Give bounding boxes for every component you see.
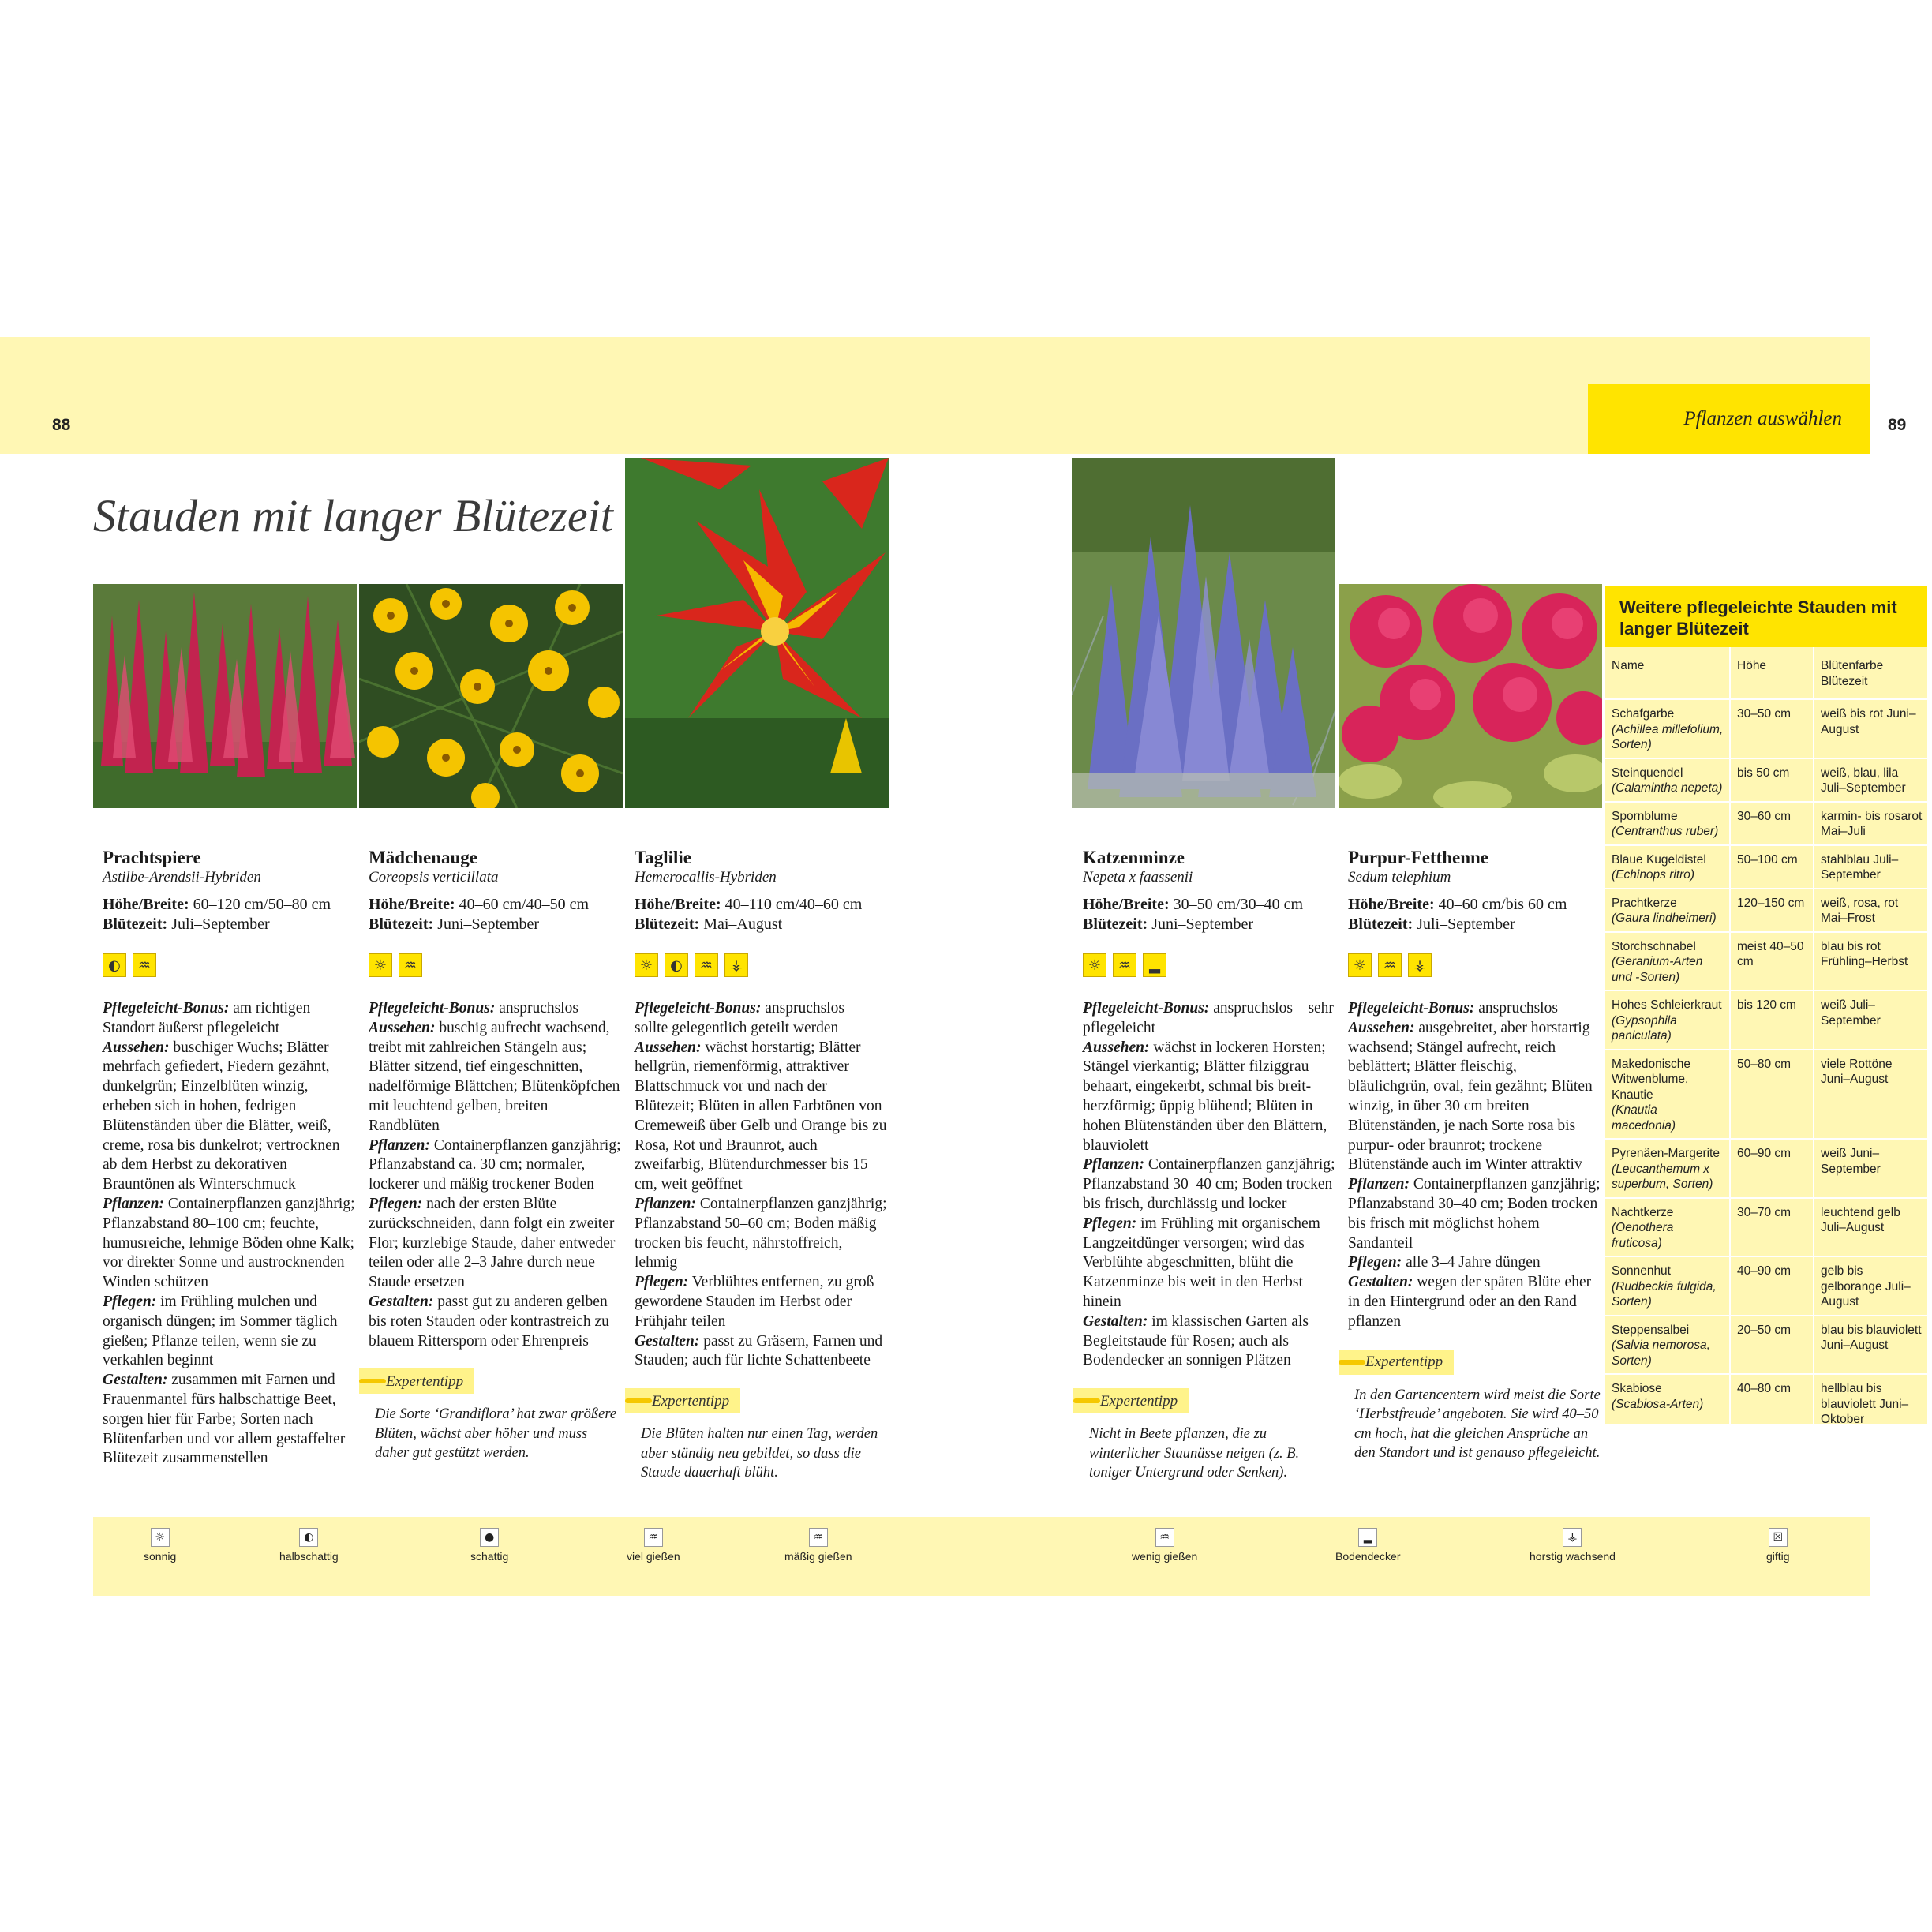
sonnig-icon: ☼ <box>369 953 392 977</box>
table-header: Höhe <box>1730 647 1814 699</box>
page-title: Stauden mit langer Blütezeit <box>93 490 613 541</box>
plant-name: Katzenminze <box>1083 848 1185 867</box>
table-header: Blütenfarbe Blütezeit <box>1821 659 1884 688</box>
plant-dimensions: Höhe/Breite: 40–60 cm/40–50 cm Blütezeit: Juni–September <box>369 896 590 933</box>
plant-latin: Sedum telephium <box>1348 869 1451 886</box>
plant-latin: Nepeta x faassenii <box>1083 869 1193 886</box>
legend-item: ☒ giftig <box>1766 1528 1790 1563</box>
bodendecker-icon: ▂ <box>1358 1528 1377 1547</box>
sonnig-icon: ☼ <box>151 1528 170 1547</box>
plant-description: Pflegeleicht-Bonus: anspruchslos – sollte gelegentlich geteilt werden Aussehen: wächst horstartig; Blätter hellgrün, riemenförmig, attraktiver Blattschmuck vor und nach der Blütezeit; Blüten in allen Farbtönen von Cremeweiß über Gelb und Orange bis zu Rosa, Rot und Braunrot, auch zweifarbig, Blütendurchmesser bis 15 cm, weit geöffnet Pflanzen: Containerpflanzen ganzjährig; Pflanzabstand 50–60 cm; Boden mäßig trocken bis feucht, nährstoffreich, lehmig Pflegen: Verblühtes entfernen, zu groß gewordene Stauden im Herbst oder Frühjahr teilen Gestalten: passt zu Gräsern, Farnen und Stauden; auch für lichte Schattenbeete <box>635 1000 887 1369</box>
table-row: Steinquendel (Calamintha nepeta) bis 50 cm weiß, blau, lila Juli–September <box>1605 758 1927 802</box>
viel-giessen-icon: ♒ <box>644 1528 663 1547</box>
maessig-giessen-icon: ♒ <box>809 1528 828 1547</box>
plant-name: Purpur-Fetthenne <box>1348 848 1489 867</box>
plant-katzenminze <box>1083 847 1337 1483</box>
plant-dimensions: Höhe/Breite: 30–50 cm/30–40 cm Blütezeit: Juni–September <box>1083 896 1304 933</box>
expertentipp-label: Expertentipp <box>359 1368 474 1394</box>
halbschattig-icon: ◐ <box>299 1528 318 1547</box>
table-row: Hohes Schleierkraut (Gypsophila paniculata) bis 120 cm weiß Juli–September <box>1605 990 1927 1050</box>
horstig-wachsend-icon: ⚶ <box>724 953 748 977</box>
plant-name: Mädchenauge <box>369 848 477 867</box>
wenig-giessen-icon: ♒ <box>1378 953 1402 977</box>
plant-dimensions: Höhe/Breite: 60–120 cm/50–80 cm Blütezeit: Juli–September <box>103 896 331 933</box>
page-number-right: 89 <box>1888 416 1907 434</box>
expertentipp-text: In den Gartencentern wird meist die Sorte ‘Herbstfreude’ angeboten. Sie wird 40–50 cm hoch, hat die gleichen Ansprüche an den Standort und ist genauso pflegeleicht. <box>1354 1387 1601 1462</box>
wenig-giessen-icon: ♒ <box>1155 1528 1174 1547</box>
table-row: Nachtkerze (Oenothera fruticosa) 30–70 cm leuchtend gelb Juli–August <box>1605 1198 1927 1257</box>
expertentipp-label: Expertentipp <box>625 1388 740 1413</box>
plant-icons <box>635 953 889 980</box>
giftig-icon: ☒ <box>1769 1528 1788 1547</box>
plant-icons <box>103 953 357 980</box>
photo-taglilie <box>625 458 889 808</box>
plant-name: Prachtspiere <box>103 848 201 867</box>
section-tag: Pflanzen auswählen <box>1588 384 1870 454</box>
viel-giessen-icon: ♒ <box>133 953 156 977</box>
plant-latin: Coreopsis verticillata <box>369 869 499 886</box>
plant-prachtspiere <box>103 847 357 1469</box>
plant-icons <box>1348 953 1602 980</box>
plant-taglilie <box>635 847 889 1483</box>
plant-icons <box>1083 953 1337 980</box>
sidebar-table <box>1605 647 1927 1432</box>
sidebar-title: Weitere pflegeleichte Stauden mit langer Blütezeit <box>1605 586 1927 647</box>
page-number-left: 88 <box>52 416 71 434</box>
maessig-giessen-icon: ♒ <box>1113 953 1136 977</box>
plant-icons <box>369 953 623 980</box>
sonnig-icon: ☼ <box>635 953 658 977</box>
table-row: Makedonische Witwenblume, Knautie (Knautia macedonia) 50–80 cm viele Rottöne Juni–August <box>1605 1050 1927 1140</box>
plant-dimensions: Höhe/Breite: 40–110 cm/40–60 cm Blütezeit: Mai–August <box>635 896 863 933</box>
table-row: Storchschnabel (Geranium-Arten und -Sorten) meist 40–50 cm blau bis rot Frühling–Herbst <box>1605 932 1927 991</box>
table-row: Prachtkerze (Gaura lindheimeri) 120–150 cm weiß, rosa, rot Mai–Frost <box>1605 889 1927 932</box>
expertentipp-text: Die Blüten halten nur einen Tag, werden aber ständig neu gebildet, so dass die Staude dauerhaft blüht. <box>641 1426 878 1481</box>
halbschattig-icon: ◐ <box>103 953 126 977</box>
plant-purpur-fetthenne <box>1348 847 1602 1463</box>
legend-item: ♒ mäßig gießen <box>784 1528 852 1563</box>
sidebar-box <box>1605 586 1927 1424</box>
legend-item: ☼ sonnig <box>144 1528 176 1563</box>
plant-description: Pflegeleicht-Bonus: anspruchslos – sehr pflegeleicht Aussehen: wächst in lockeren Horsten; Stängel vierkantig; Blätter filziggrau behaart, eingekerbt, schmal bis breit-herzförmig; üppig blühend; Blüten in hohen Blütenständen über den Blättern, blauviolett Pflanzen: Containerpflanzen ganzjährig; Pflanzabstand 30–40 cm; Boden trocken bis frisch, durchlässig und locker Pflegen: im Frühling mit organischem Langzeitdünger versorgen; wird das Verblühte abgeschnitten, blüht die Katzenminze bis weit in den Herbst hinein Gestalten: im klassischen Garten als Begleitstaude für Rosen; auch als Bodendecker an sonnigen Plätzen <box>1083 1000 1335 1369</box>
icon-legend <box>93 1517 1870 1596</box>
table-row: Spornblume (Centranthus ruber) 30–60 cm karmin- bis rosarot Mai–Juli <box>1605 802 1927 845</box>
table-row: Steppensalbei (Salvia nemorosa, Sorten) 20–50 cm blau bis blauviolett Juni–August <box>1605 1316 1927 1375</box>
horstig-wachsend-icon: ⚶ <box>1563 1528 1582 1547</box>
plant-dimensions: Höhe/Breite: 40–60 cm/bis 60 cm Blütezeit: Juli–September <box>1348 896 1567 933</box>
photo-katzenminze <box>1072 458 1335 808</box>
expertentipp-label: Expertentipp <box>1339 1350 1454 1375</box>
halbschattig-icon: ◐ <box>665 953 688 977</box>
expertentipp-text: Nicht in Beete pflanzen, die zu winterlicher Staunässe neigen (z. B. toniger Untergrund oder Senken). <box>1089 1426 1300 1481</box>
expertentipp-text: Die Sorte ‘Grandiflora’ hat zwar größere Blüten, wächst aber höher und muss daher gut gestützt werden. <box>375 1406 617 1462</box>
legend-item: ▂ Bodendecker <box>1335 1528 1401 1563</box>
photo-purpur-fetthenne <box>1339 584 1602 808</box>
plant-maedchenauge <box>369 847 623 1463</box>
plant-description: Pflegeleicht-Bonus: am richtigen Standort äußerst pflegeleicht Aussehen: buschiger Wuchs; Blätter mehrfach gefiedert, Fiedern gezähnt, dunkelgrün; Einzelblüten winzig, erheben sich in hohen, fedrigen Blütenständen über die Blätter, weiß, creme, rosa bis dunkelrot; vertrocknen ab dem Herbst zu dekorativen Brauntönen als Winterschmuck Pflanzen: Containerpflanzen ganzjährig; Pflanzabstand 80–100 cm; feuchte, humusreiche, lehmige Böden ohne Kalk; vor direkter Sonne und austrocknenden Winden schützen Pflegen: im Frühling mulchen und organisch düngen; im Sommer täglich gießen; Pflanze teilen, wenn sie zu verkahlen beginnt Gestalten: zusammen mit Farnen und Frauenmantel fürs halbschattige Beet, sorgen hier für Farbe; Sorten nach Blütenfarben und vor allem gestaffelter Blütezeit zusammenstellen <box>103 1000 355 1467</box>
schattig-icon: ● <box>480 1528 499 1547</box>
table-row: Blaue Kugeldistel (Echinops ritro) 50–100 cm stahlblau Juli–September <box>1605 845 1927 889</box>
maessig-giessen-icon: ♒ <box>399 953 422 977</box>
bodendecker-icon: ▂ <box>1143 953 1166 977</box>
table-header-row <box>1605 647 1927 699</box>
plant-name: Taglilie <box>635 848 691 867</box>
legend-item: ♒ wenig gießen <box>1132 1528 1197 1563</box>
maessig-giessen-icon: ♒ <box>695 953 718 977</box>
plant-description: Pflegeleicht-Bonus: anspruchslos Aussehen: buschig aufrecht wachsend, treibt mit zahlreichen Stängeln aus; Blätter sitzend, tief eingeschnitten, nadelförmige Blättchen; Blütenköpfchen mit leuchtend gelben, breiten Randblüten Pflanzen: Containerpflanzen ganzjährig; Pflanzabstand ca. 30 cm; normaler, lockerer und mäßig trockener Boden Pflegen: nach der ersten Blüte zurückschneiden, dann folgt ein zweiter Flor; kurzlebige Staude, daher entweder teilen oder alle 2–3 Jahre durch neue Staude ersetzen Gestalten: passt gut zu anderen gelben bis roten Stauden oder kontrastreich zu blauem Rittersporn oder Ehrenpreis <box>369 1000 621 1350</box>
table-header: Name <box>1612 659 1645 672</box>
sonnig-icon: ☼ <box>1348 953 1372 977</box>
sonnig-icon: ☼ <box>1083 953 1106 977</box>
table-row: Pyrenäen-Margerite (Leucanthemum x superbum, Sorten) 60–90 cm weiß Juni–September <box>1605 1139 1927 1198</box>
horstig-wachsend-icon: ⚶ <box>1408 953 1432 977</box>
plant-latin: Astilbe-Arendsii-Hybriden <box>103 869 261 886</box>
legend-item: ● schattig <box>470 1528 508 1563</box>
table-row: Schafgarbe (Achillea millefolium, Sorten) 30–50 cm weiß bis rot Juni–August <box>1605 699 1927 758</box>
legend-item: ◐ halbschattig <box>279 1528 339 1563</box>
table-row: Sonnenhut (Rudbeckia fulgida, Sorten) 40–90 cm gelb bis gelborange Juli–August <box>1605 1256 1927 1316</box>
photo-prachtspiere <box>93 584 357 808</box>
table-row: Skabiose (Scabiosa-Arten) 40–80 cm hellblau bis blauviolett Juni–Oktober <box>1605 1374 1927 1432</box>
legend-item: ♒ viel gießen <box>627 1528 680 1563</box>
legend-item: ⚶ horstig wachsend <box>1530 1528 1616 1563</box>
plant-description: Pflegeleicht-Bonus: anspruchslos Aussehen: ausgebreitet, aber horstartig wachsend; Stängel aufrecht, reich beblättert; Blätter fleischig, bläulichgrün, oval, fein gezähnt; Blüten winzig, in über 30 cm breiten Blütenständen, je nach Sorte rosa bis purpur- oder braunrot; trockene Blütenstände auch im Winter attraktiv Pflanzen: Containerpflanzen ganzjährig; Pflanzabstand 30–40 cm; Boden trocken bis frisch mit möglichst hohem Sandanteil Pflegen: alle 3–4 Jahre düngen Gestalten: wegen der späten Blüte eher in den Hintergrund oder an den Rand pflanzen <box>1348 1000 1601 1330</box>
expertentipp-label: Expertentipp <box>1073 1388 1189 1413</box>
photo-maedchenauge <box>359 584 623 808</box>
plant-latin: Hemerocallis-Hybriden <box>635 869 777 886</box>
